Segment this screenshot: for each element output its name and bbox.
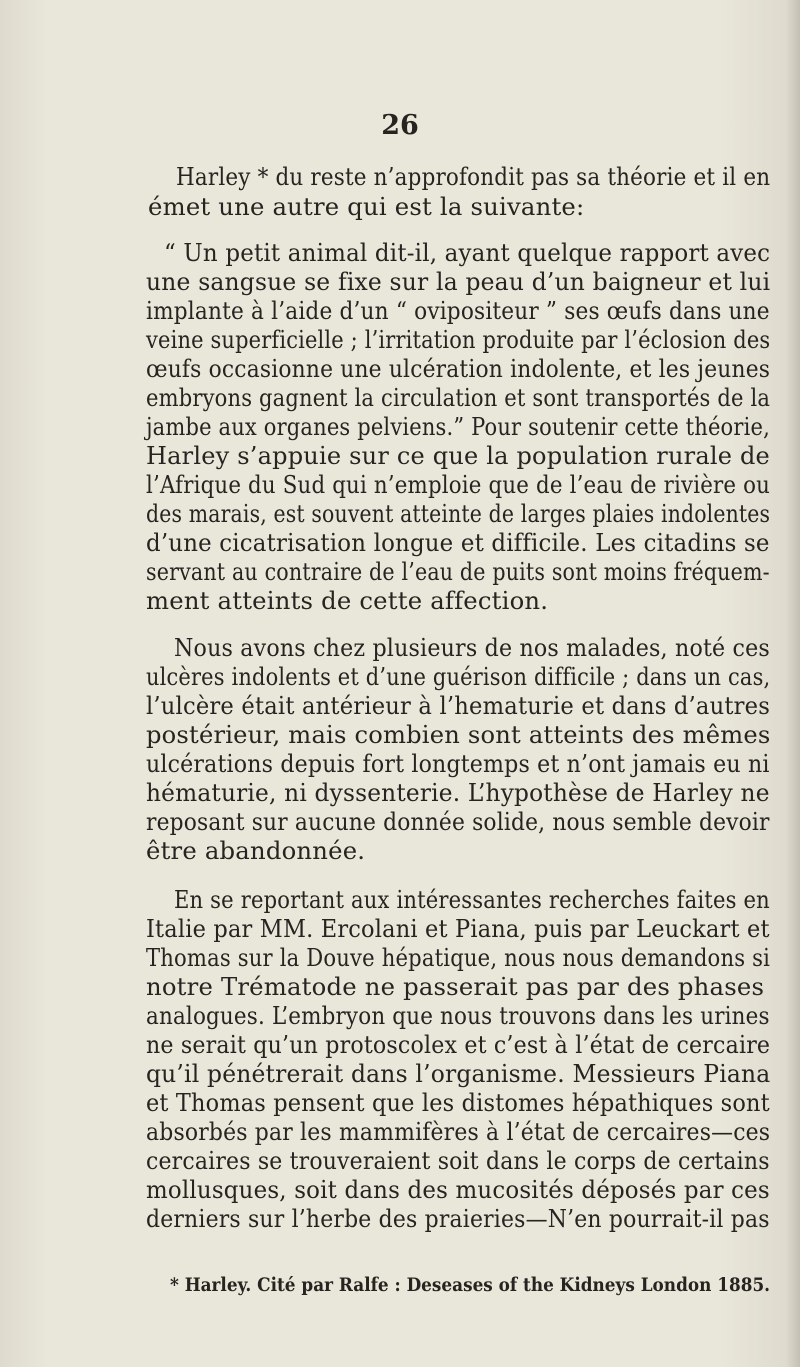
text-line: Harley * du reste n’approfondit pas sa théorie et il en [176,162,771,191]
text-line: Thomas sur la Douve hépatique, nous nous demandons si [146,943,771,972]
text-line: embryons gagnent la circulation et sont transportés de la [146,383,771,412]
text-line: œufs occasionne une ulcération indolente, et les jeunes [146,354,771,383]
text-line: l’Afrique du Sud qui n’emploie que de l’eau de rivière ou [146,470,771,499]
text-line: Italie par MM. Ercolani et Piana, puis par Leuckart et [146,914,770,943]
text-line: une sangsue se fixe sur la peau d’un baigneur et lui [146,267,771,296]
text-line: l’ulcère était antérieur à l’hematurie et dans d’autres [146,691,771,720]
text-line: hématurie, ni dyssenterie. L’hypothèse de Harley ne [146,778,770,807]
text-line: En se reportant aux intéressantes recherches faites en [174,885,770,914]
text-line: cercaires se trouveraient soit dans le corps de certains [146,1146,770,1175]
text-line: être abandonnée. [146,836,366,865]
text-line: et Thomas pensent que les distomes hépathiques sont [146,1088,770,1117]
text-line: veine superficielle ; l’irritation produite par l’éclosion des [146,325,771,354]
text-line: ne serait qu’un protoscolex et c’est à l’état de cercaire [146,1030,771,1059]
text-line: notre Trématode ne passerait pas par des phases [146,972,765,1001]
text-line: absorbés par les mammifères à l’état de cercaires—ces [146,1117,771,1146]
text-line: postérieur, mais combien sont atteints des mêmes [146,720,771,749]
text-line: “ Un petit animal dit-il, ayant quelque rapport avec [164,238,771,267]
footnote: * Harley. Cité par Ralfe : Deseases of the Kidneys London 1885. [170,1274,771,1296]
text-line: ment atteints de cette affection. [146,586,549,615]
text-line: servant au contraire de l’eau de puits sont moins fréquem- [146,557,770,586]
text-line: jambe aux organes pelviens.” Pour soutenir cette théorie, [146,412,770,441]
text-line: des marais, est souvent atteinte de larges plaies indolentes [146,499,771,528]
text-line: ulcérations depuis fort longtemps et n’ont jamais eu ni [146,749,770,778]
text-line: Nous avons chez plusieurs de nos malades, noté ces [174,633,770,662]
text-line: implante à l’aide d’un “ ovipositeur ” ses œufs dans une [146,296,770,325]
text-line: derniers sur l’herbe des praieries—N’en pourrait-il pas [146,1204,770,1233]
text-line: d’une cicatrisation longue et difficile. Les citadins se [146,528,770,557]
page-edge-shadow [786,0,800,1367]
text-line: reposant sur aucune donnée solide, nous semble devoir [146,807,770,836]
text-line: Harley s’appuie sur ce que la population rurale de [146,441,770,470]
text-line: émet une autre qui est la suivante: [148,192,585,221]
text-line: ulcères indolents et d’une guérison difficile ; dans un cas, [146,662,771,691]
text-line: analogues. L’embryon que nous trouvons dans les urines [146,1001,770,1030]
text-line: qu’il pénétrerait dans l’organisme. Messieurs Piana [146,1059,771,1088]
page-number: 26 [381,110,419,141]
text-line: mollusques, soit dans des mucosités déposés par ces [146,1175,770,1204]
